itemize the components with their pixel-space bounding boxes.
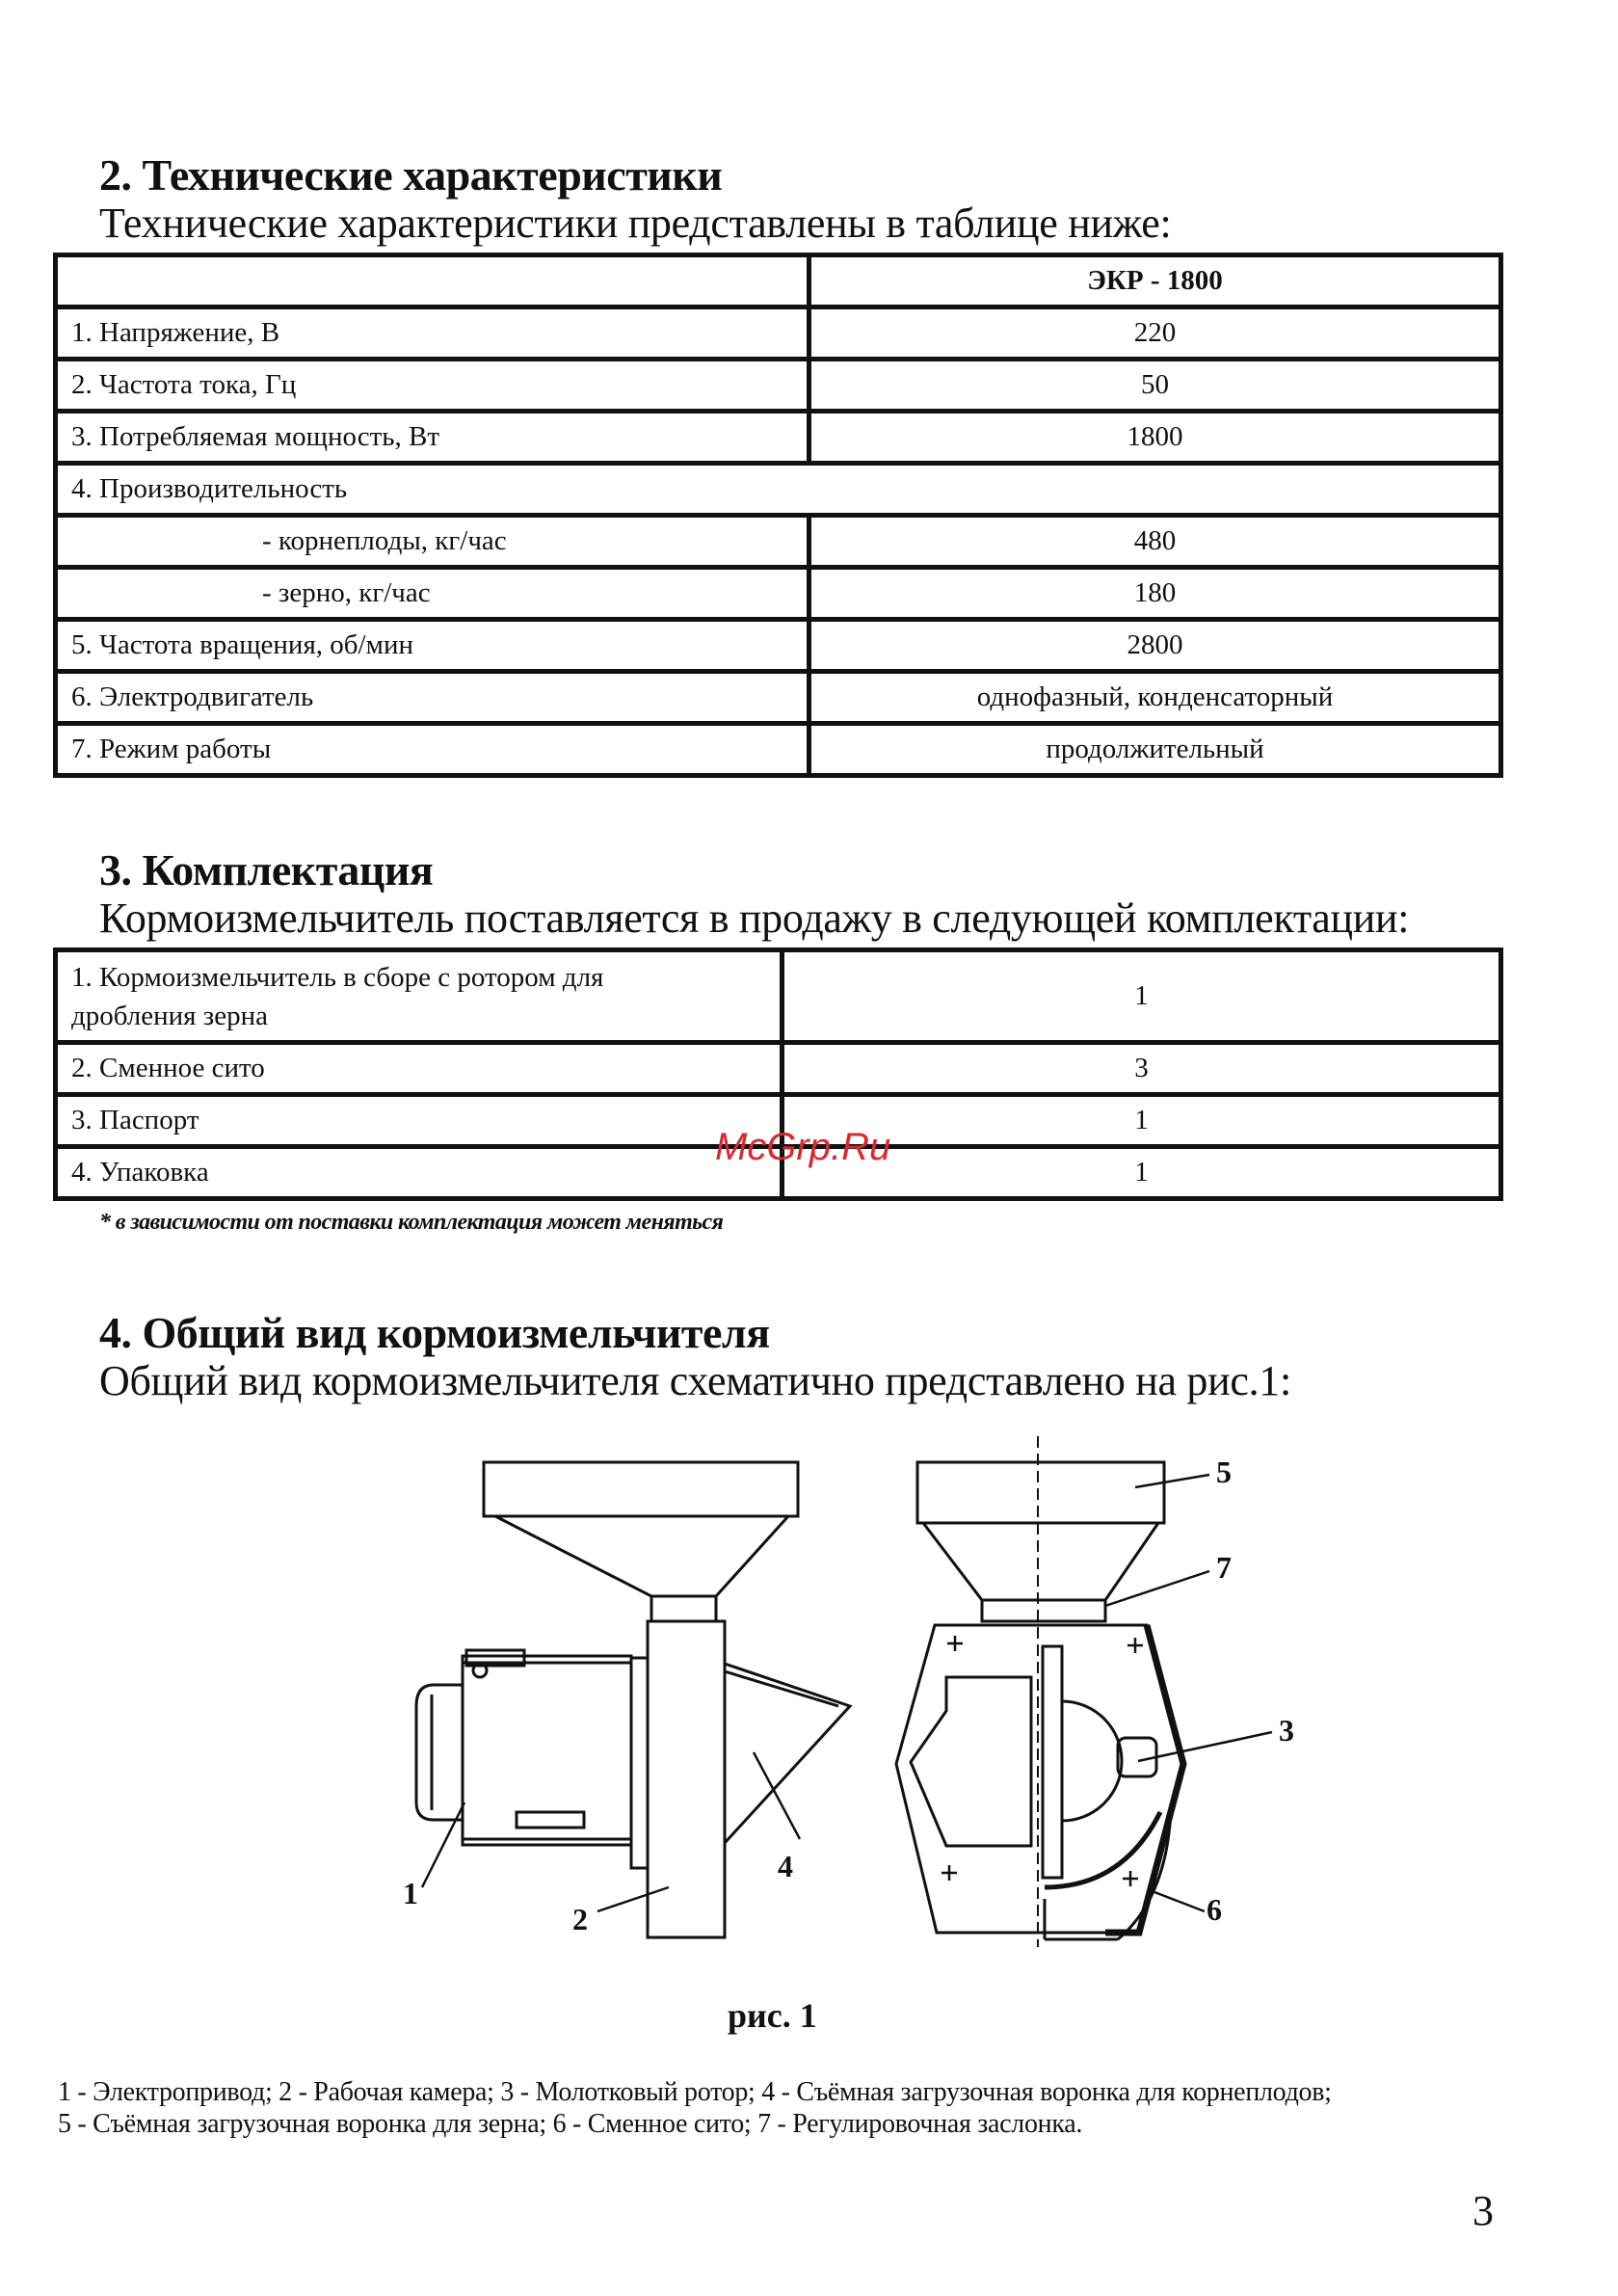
spec-value: 180 [809,568,1501,620]
part-label-4: 4 [778,1849,793,1883]
housing-edge [1105,1625,1183,1933]
kit-intro: Кормоизмельчитель поставляется в продажу в следующей комплектации: [99,894,1410,942]
kit-label: 2. Сменное сито [56,1043,782,1095]
part-label-3: 3 [1279,1713,1294,1748]
spec-label: 7. Режим работы [56,724,809,776]
kit-value: 1 [782,1147,1501,1199]
kit-title: 3. Комплектация [99,845,434,894]
specs-intro: Технические характеристики представлены в таблице ниже: [99,200,1172,247]
spec-value: однофазный, конденсаторный [809,672,1501,724]
motor-end-cap [416,1685,463,1820]
chamber-flange [631,1658,648,1868]
specs-title: 2. Технические характеристики [99,150,723,200]
part-label-5: 5 [1216,1455,1232,1489]
kit-label-line2: дробления зерна [71,1000,268,1031]
rotor-shaft-block [1043,1646,1062,1878]
spec-value: 50 [809,360,1501,412]
part-label-7: 7 [1216,1550,1232,1585]
front-housing [896,1625,1183,1933]
view-title: 4. Общий вид кормоизмельчителя [99,1308,770,1357]
spec-label: 4. Производительность [56,464,1501,516]
motor-body [463,1656,631,1845]
kit-note: * в зависимости от поставки комплектация может меняться [99,1210,724,1235]
spec-label: 1. Напряжение, В [56,307,809,360]
regulating-flap [982,1600,1105,1621]
legend-line-1: 1 - Электропривод; 2 - Рабочая камера; 3 - Молотковый ротор; 4 - Съёмная загрузочная воронка для корнеплодов; [58,2077,1332,2107]
rotor-hub [1062,1701,1122,1821]
model-header: ЭКР - 1800 [809,255,1501,307]
spec-label: - зерно, кг/час [56,568,809,620]
spec-value: 480 [809,516,1501,568]
figure-legend [58,2076,1332,2140]
watermark: McGrp.Ru [715,1126,891,1168]
front-hopper-funnel [923,1523,1158,1600]
spec-label: 5. Частота вращения, об/мин [56,620,809,672]
rotor-plate [911,1677,1031,1846]
spec-label: - корнеплоды, кг/час [56,516,809,568]
spec-label: 6. Электродвигатель [56,672,809,724]
legend-line-2: 5 - Съёмная загрузочная воронка для зерна; 6 - Сменное сито; 7 - Регулировочная заслонка. [58,2109,1083,2139]
kit-label-line1: 1. Кормоизмельчитель в сборе с ротором для [71,961,604,993]
view-intro: Общий вид кормоизмельчителя схематично представлено на рис.1: [99,1357,1291,1404]
kit-label: 3. Паспорт [56,1095,782,1147]
kit-value: 3 [782,1043,1501,1095]
part-label-2: 2 [572,1902,588,1936]
motor-foot [517,1812,584,1828]
spec-value: 1800 [809,412,1501,464]
grain-hopper-funnel [495,1516,788,1596]
hopper-neck [651,1596,716,1621]
page-number: 3 [1472,2187,1494,2234]
front-view [896,1436,1183,1947]
grain-hopper-top [484,1462,798,1516]
spec-label: 3. Потребляемая мощность, Вт [56,412,809,464]
part-label-1: 1 [403,1876,418,1910]
part-label-6: 6 [1207,1892,1222,1927]
kit-label: 4. Упаковка [56,1147,782,1199]
front-hopper-top [917,1462,1164,1523]
figure-caption: рис. 1 [728,1996,817,2035]
spec-label: 2. Частота тока, Гц [56,360,809,412]
spec-value: 220 [809,307,1501,360]
spec-value: продолжительный [809,724,1501,776]
kit-value: 1 [782,1095,1501,1147]
spec-value: 2800 [809,620,1501,672]
kit-value: 1 [782,950,1501,1043]
